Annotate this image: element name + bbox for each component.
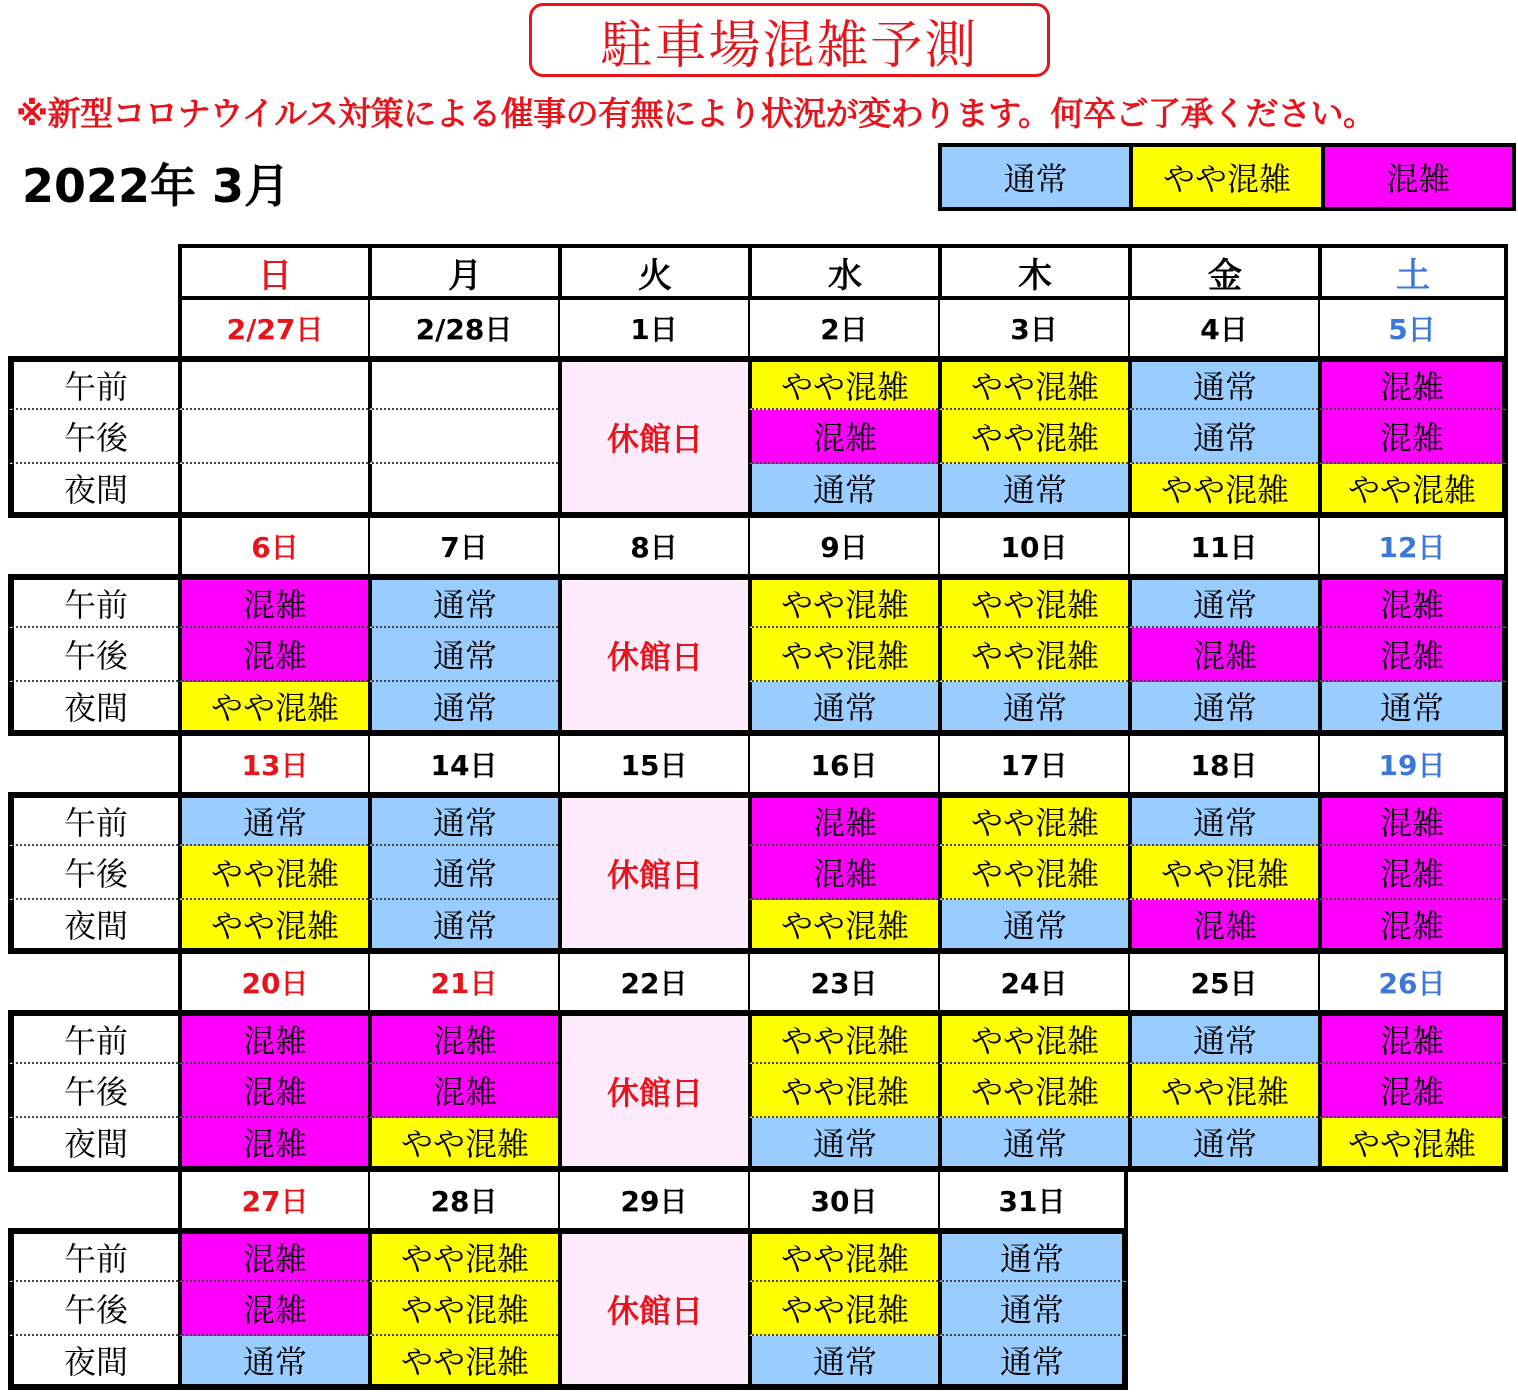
congestion-slot: 混雑 (178, 574, 368, 628)
date-spacer (8, 300, 178, 356)
date-spacer (8, 1172, 178, 1228)
period-label: 夜間 (8, 1118, 178, 1172)
congestion-slot (178, 356, 368, 410)
congestion-slot: やや混雑 (178, 682, 368, 736)
empty-slot (1128, 1282, 1318, 1336)
empty-slot (1318, 1228, 1508, 1282)
congestion-slot: 混雑 (1318, 792, 1508, 846)
date-label: 1日 (558, 300, 748, 356)
congestion-slot: 混雑 (178, 1118, 368, 1172)
congestion-slot: 通常 (938, 900, 1128, 954)
weekday-header: 金 (1128, 244, 1318, 300)
period-label: 夜間 (8, 464, 178, 518)
date-label: 28日 (368, 1172, 558, 1228)
period-label: 午後 (8, 846, 178, 900)
congestion-slot: 通常 (938, 1118, 1128, 1172)
date-label: 10日 (938, 518, 1128, 574)
congestion-slot: 通常 (1128, 356, 1318, 410)
date-label: 8日 (558, 518, 748, 574)
date-label: 11日 (1128, 518, 1318, 574)
date-spacer (8, 518, 178, 574)
date-label: 26日 (1318, 954, 1508, 1010)
congestion-slot: 通常 (1318, 682, 1508, 736)
congestion-slot: 通常 (368, 846, 558, 900)
date-label: 13日 (178, 736, 368, 792)
congestion-slot: やや混雑 (368, 1282, 558, 1336)
weekday-header: 木 (938, 244, 1128, 300)
congestion-slot: やや混雑 (748, 1064, 938, 1118)
congestion-slot: やや混雑 (938, 846, 1128, 900)
congestion-slot: 混雑 (748, 846, 938, 900)
legend-slightly-busy: やや混雑 (1129, 147, 1320, 207)
date-spacer (8, 954, 178, 1010)
weekday-header: 土 (1318, 244, 1508, 300)
date-label: 18日 (1128, 736, 1318, 792)
closed-day: 休館日 (558, 574, 748, 736)
congestion-slot: やや混雑 (938, 574, 1128, 628)
date-label: 2/27日 (178, 300, 368, 356)
congestion-slot: 混雑 (1318, 1064, 1508, 1118)
congestion-slot: やや混雑 (748, 1228, 938, 1282)
congestion-slot (178, 464, 368, 518)
date-label: 31日 (938, 1172, 1128, 1228)
congestion-slot: 混雑 (1318, 1010, 1508, 1064)
congestion-slot: 通常 (938, 1282, 1128, 1336)
congestion-slot: 通常 (178, 1336, 368, 1390)
period-label: 午前 (8, 574, 178, 628)
legend (938, 143, 1516, 211)
congestion-slot: 通常 (1128, 410, 1318, 464)
date-label: 21日 (368, 954, 558, 1010)
congestion-slot: やや混雑 (938, 1064, 1128, 1118)
congestion-slot: やや混雑 (748, 900, 938, 954)
congestion-slot: 混雑 (178, 1010, 368, 1064)
congestion-slot: 通常 (938, 1336, 1128, 1390)
date-label: 23日 (748, 954, 938, 1010)
empty-slot (1318, 1336, 1508, 1390)
congestion-slot: やや混雑 (938, 628, 1128, 682)
congestion-slot: やや混雑 (178, 846, 368, 900)
congestion-slot: 通常 (368, 682, 558, 736)
congestion-slot: 通常 (748, 464, 938, 518)
date-label: 22日 (558, 954, 748, 1010)
weekday-header: 日 (178, 244, 368, 300)
empty-slot (1318, 1282, 1508, 1336)
notice-text: ※新型コロナウイルス対策による催事の有無により状況が変わります。何卒ご了承ください。 (16, 94, 1376, 133)
congestion-slot: やや混雑 (938, 356, 1128, 410)
date-label: 6日 (178, 518, 368, 574)
congestion-slot: やや混雑 (748, 1010, 938, 1064)
weekday-header: 水 (748, 244, 938, 300)
congestion-slot: やや混雑 (1128, 464, 1318, 518)
date-empty (1318, 1172, 1508, 1228)
congestion-slot: 通常 (938, 1228, 1128, 1282)
congestion-slot: 混雑 (1318, 846, 1508, 900)
closed-day: 休館日 (558, 1010, 748, 1172)
period-label: 午前 (8, 1228, 178, 1282)
congestion-slot: 通常 (368, 792, 558, 846)
closed-day: 休館日 (558, 792, 748, 954)
period-label: 夜間 (8, 900, 178, 954)
closed-day: 休館日 (558, 356, 748, 518)
congestion-slot: 通常 (748, 1336, 938, 1390)
congestion-slot: 通常 (748, 1118, 938, 1172)
header-spacer (8, 244, 178, 300)
closed-day: 休館日 (558, 1228, 748, 1390)
legend-busy: 混雑 (1321, 147, 1512, 207)
date-label: 9日 (748, 518, 938, 574)
congestion-slot: 混雑 (178, 1064, 368, 1118)
congestion-slot: 混雑 (368, 1010, 558, 1064)
congestion-slot: 混雑 (748, 792, 938, 846)
date-label: 3日 (938, 300, 1128, 356)
congestion-slot: 通常 (938, 464, 1128, 518)
date-label: 2/28日 (368, 300, 558, 356)
congestion-slot: 通常 (368, 900, 558, 954)
congestion-slot: 混雑 (1318, 574, 1508, 628)
congestion-slot: 通常 (1128, 792, 1318, 846)
congestion-slot: 通常 (1128, 682, 1318, 736)
congestion-slot: 通常 (368, 628, 558, 682)
congestion-slot: やや混雑 (368, 1336, 558, 1390)
period-label: 午後 (8, 628, 178, 682)
congestion-slot: やや混雑 (748, 356, 938, 410)
congestion-slot: 混雑 (368, 1064, 558, 1118)
congestion-slot: やや混雑 (1128, 1064, 1318, 1118)
period-label: 午後 (8, 410, 178, 464)
date-label: 5日 (1318, 300, 1508, 356)
congestion-slot (368, 410, 558, 464)
congestion-slot: 混雑 (748, 410, 938, 464)
congestion-slot: やや混雑 (938, 792, 1128, 846)
date-label: 2日 (748, 300, 938, 356)
congestion-slot: やや混雑 (748, 1282, 938, 1336)
congestion-slot (368, 464, 558, 518)
date-spacer (8, 736, 178, 792)
congestion-slot: 通常 (748, 682, 938, 736)
date-label: 12日 (1318, 518, 1508, 574)
period-label: 午後 (8, 1282, 178, 1336)
congestion-slot: 通常 (368, 574, 558, 628)
date-label: 30日 (748, 1172, 938, 1228)
congestion-slot: 混雑 (1318, 410, 1508, 464)
congestion-slot (178, 410, 368, 464)
empty-slot (1128, 1336, 1318, 1390)
period-label: 夜間 (8, 1336, 178, 1390)
date-label: 16日 (748, 736, 938, 792)
date-label: 4日 (1128, 300, 1318, 356)
congestion-slot: 混雑 (1318, 356, 1508, 410)
page-title: 駐車場混雑予測 (529, 3, 1050, 77)
congestion-slot: やや混雑 (938, 1010, 1128, 1064)
congestion-slot: 通常 (938, 682, 1128, 736)
congestion-slot: やや混雑 (748, 628, 938, 682)
date-label: 24日 (938, 954, 1128, 1010)
date-label: 17日 (938, 736, 1128, 792)
congestion-slot: 混雑 (178, 1282, 368, 1336)
congestion-slot: 通常 (1128, 574, 1318, 628)
calendar-grid (8, 244, 1508, 1390)
period-label: 午前 (8, 1010, 178, 1064)
legend-normal: 通常 (942, 147, 1129, 207)
date-label: 25日 (1128, 954, 1318, 1010)
congestion-slot: 通常 (178, 792, 368, 846)
empty-slot (1128, 1228, 1318, 1282)
date-label: 7日 (368, 518, 558, 574)
congestion-slot: やや混雑 (938, 410, 1128, 464)
date-label: 19日 (1318, 736, 1508, 792)
congestion-slot: やや混雑 (178, 900, 368, 954)
weekday-header: 火 (558, 244, 748, 300)
date-label: 27日 (178, 1172, 368, 1228)
congestion-slot: やや混雑 (1318, 464, 1508, 518)
congestion-slot: 通常 (1128, 1118, 1318, 1172)
period-label: 午前 (8, 792, 178, 846)
date-empty (1128, 1172, 1318, 1228)
date-label: 20日 (178, 954, 368, 1010)
congestion-slot: 混雑 (178, 1228, 368, 1282)
date-label: 29日 (558, 1172, 748, 1228)
congestion-slot: 混雑 (1318, 628, 1508, 682)
congestion-slot: やや混雑 (1128, 846, 1318, 900)
congestion-slot: 混雑 (1318, 900, 1508, 954)
period-label: 夜間 (8, 682, 178, 736)
period-label: 午前 (8, 356, 178, 410)
congestion-slot: やや混雑 (748, 574, 938, 628)
month-title: 2022年 3月 (22, 159, 291, 213)
congestion-slot: 混雑 (178, 628, 368, 682)
date-label: 14日 (368, 736, 558, 792)
congestion-slot: やや混雑 (368, 1228, 558, 1282)
congestion-slot: やや混雑 (1318, 1118, 1508, 1172)
congestion-slot: 通常 (1128, 1010, 1318, 1064)
congestion-slot: 混雑 (1128, 900, 1318, 954)
weekday-header: 月 (368, 244, 558, 300)
congestion-slot (368, 356, 558, 410)
congestion-slot: やや混雑 (368, 1118, 558, 1172)
date-label: 15日 (558, 736, 748, 792)
congestion-slot: 混雑 (1128, 628, 1318, 682)
period-label: 午後 (8, 1064, 178, 1118)
